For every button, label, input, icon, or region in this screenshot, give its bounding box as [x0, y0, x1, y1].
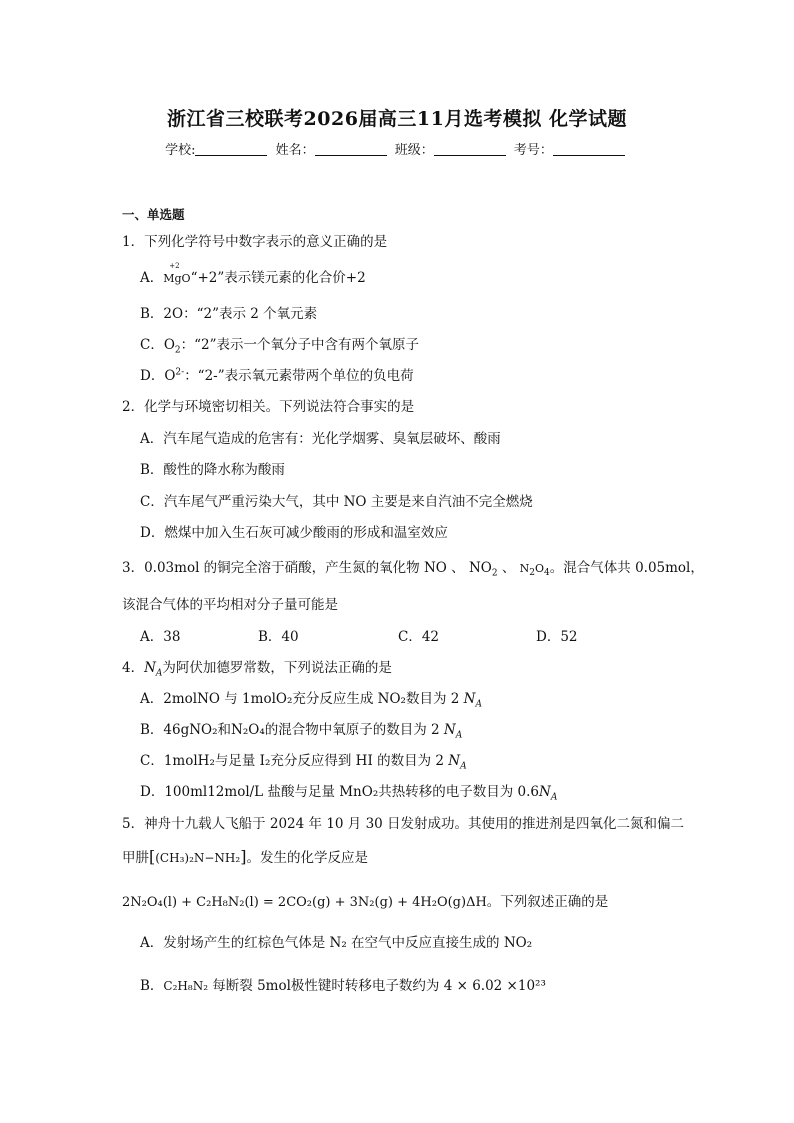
q3-stem-b: 。混合气体共 0.05mol， [549, 560, 704, 576]
q5-stem-line1: 5．神舟十九载人飞船于 2024 年 10 月 30 日发射成功。其使用的推进剂是四氧化二氮和偏二 [122, 816, 685, 832]
q3-option-b: B．40 [258, 629, 299, 645]
q4-b-text: B．46gNO₂和N₂O₄的混合物中氧原子的数目为 2 [140, 722, 440, 738]
q4-option-c: C．1molH₂与足量 I₂充分反应得到 HI 的数目为 2 $N_A$ [140, 753, 467, 772]
q5-equation-line [122, 890, 608, 910]
q5-bracket-close: ] [240, 847, 247, 866]
q1-option-c [140, 333, 419, 356]
q3-option-d: D．52 [536, 629, 578, 645]
q5-stem-line2 [122, 846, 368, 866]
q1-d-prefix: D． [140, 368, 165, 384]
q5-formula: (CH₃)₂N−NH₂ [155, 851, 241, 865]
q3-stem-line2: 该混合气体的平均相对分子量可能是 [122, 597, 338, 613]
q2-option-b: B．酸性的降水称为酸雨 [140, 462, 285, 478]
q1-c-formula: O [163, 337, 175, 353]
q5-equation-tail: 。下列叙述正确的是 [486, 894, 609, 910]
q5-stem-a: 甲肼 [122, 850, 149, 866]
q5-option-b [140, 974, 546, 994]
q3-stem-a: 3．0.03mol 的铜完全溶于硝酸，产生氮的氧化物 NO 、 [122, 560, 465, 576]
q1-a-text: “+2”表示镁元素的化合价+2 [190, 270, 366, 286]
q1-c-sub: 2 [174, 345, 181, 356]
exam-number-label: 考号： [513, 143, 553, 158]
class-blank[interactable] [434, 143, 506, 156]
q4-option-d: D．100ml12mol/L 盐酸与足量 MnO₂共热转移的电子数目为 $0.6N_A$ [140, 784, 558, 803]
q4-c-text: C．1molH₂与足量 I₂充分反应得到 HI 的数目为 2 [140, 753, 444, 769]
q1-a-charge: +2 [169, 262, 180, 270]
name-label: 姓名： [275, 143, 315, 158]
q2-option-a: A．汽车尾气造成的危害有：光化学烟雾、臭氧层破坏、酸雨 [140, 431, 501, 447]
q1-a-formula-text: MgO [163, 272, 191, 285]
q1-option-d [140, 364, 414, 384]
q1-option-a [140, 262, 366, 286]
q5-b-text: 每断裂 5mol极性键时转移电子数约为 4 × 6.02 ×10²³ [212, 978, 546, 994]
q5-b-prefix: B． [140, 978, 164, 994]
q2-stem: 2．化学与环境密切相关。下列说法符合事实的是 [122, 399, 415, 415]
q3-stem-line1: 3．0.03mol 的铜完全溶于硝酸，产生氮的氧化物 NO 、 $NO_2$ 、 $N_2O_4$。混合气体共 0.05mol， [122, 560, 704, 579]
name-blank[interactable] [315, 143, 387, 156]
q1-d-formula: O [164, 368, 176, 384]
q4-na: N [144, 660, 156, 676]
q1-c-prefix: C． [140, 337, 164, 353]
class-label: 班级： [394, 143, 434, 158]
q2-option-c: C．汽车尾气严重污染大气，其中 NO 主要是来自汽油不完全燃烧 [140, 494, 533, 510]
q5-option-a: A．发射场产生的红棕色气体是 N₂ 在空气中反应直接生成的 NO₂ [140, 935, 533, 951]
q4-na-sub: A [155, 668, 163, 679]
q5-stem-b: 。发生的化学反应是 [246, 850, 368, 866]
q1-option-b: B．2O：“2”表示 2 个氧元素 [140, 306, 318, 322]
section-heading: 一、单选题 [122, 207, 185, 222]
q4-option-b: B．46gNO₂和N₂O₄的混合物中氧原子的数目为 2 $N_A$ [140, 722, 463, 741]
q4-stem-text: 为阿伏加德罗常数，下列说法正确的是 [162, 660, 392, 676]
q5-b-formula: C₂H₈N₂ [163, 979, 208, 993]
q1-a-formula [163, 262, 191, 286]
q4-prefix: 4． [122, 660, 145, 676]
q4-option-a: A．2molNO 与 1molO₂充分反应生成 NO₂数目为 2 $N_A$ [140, 691, 482, 710]
q2-option-d: D．燃煤中加入生石灰可减少酸雨的形成和温室效应 [140, 525, 448, 541]
q4-d-text: D．100ml12mol/L 盐酸与足量 MnO₂共热转移的电子数目为 0.6 [140, 784, 539, 800]
q5-equation: 2N₂O₄(l) + C₂H₈N₂(l) = 2CO₂(g) + 3N₂(g) + 4H₂O(g)ΔH [122, 895, 487, 910]
q4-stem [122, 656, 392, 679]
school-blank[interactable] [195, 143, 267, 156]
q1-d-sup: 2- [175, 367, 185, 378]
q1-c-text: ：“2”表示一个氧分子中含有两个氧原子 [180, 337, 420, 353]
q3-option-c: C．42 [398, 629, 440, 645]
q4-a-text: A．2molNO 与 1molO₂充分反应生成 NO₂数目为 2 [140, 691, 460, 707]
q3-option-a: A．38 [140, 629, 181, 645]
q1-d-text: ：“2-”表示氧元素带两个单位的负电荷 [184, 368, 414, 384]
school-label: 学校: [165, 143, 196, 158]
q5-bracket-open: [ [149, 847, 156, 866]
q1-stem: 1．下列化学符号中数字表示的意义正确的是 [122, 234, 388, 250]
student-info-line [0, 139, 794, 158]
q1-a-prefix: A． [140, 270, 164, 286]
page-title: 浙江省三校联考2026届高三11月选考模拟 化学试题 [167, 108, 627, 130]
exam-number-blank[interactable] [553, 143, 625, 156]
